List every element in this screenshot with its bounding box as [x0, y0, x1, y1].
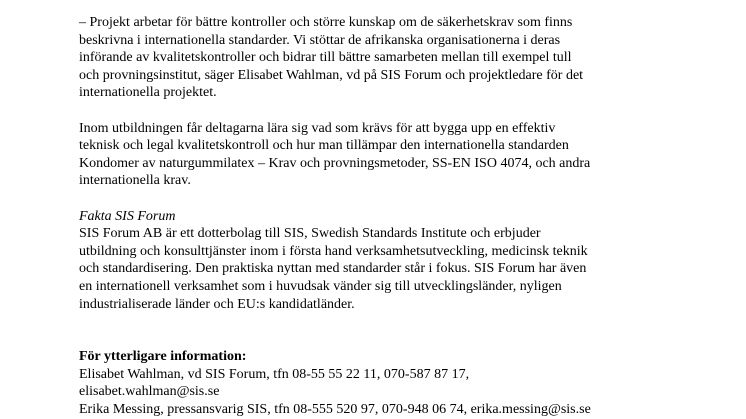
training-line: teknisk och legal kvalitetskontroll och hur man tillämpar den internationella standarden [79, 138, 569, 154]
training-line: internationella krav. [79, 173, 191, 189]
document-page [79, 14, 739, 418]
facts-section [79, 208, 739, 314]
facts-line: industrialiserade länder och EU:s kandidatländer. [79, 296, 355, 312]
quote-line: – Projekt arbetar för bättre kontroller och större kunskap om de säkerhetskrav som finns [79, 15, 573, 30]
contact-heading: För ytterligare information: [79, 349, 247, 365]
contact-line: Erika Messing, pressansvarig SIS, tfn 08-555 520 97, 070-948 06 74, erika.messing@sis.se [79, 401, 591, 417]
facts-line: en internationell verksamhet som i huvudsak vänder sig till utvecklingsländer, nyligen [79, 278, 562, 294]
facts-line: och standardisering. Den praktiska nyttan med standarder står i fokus. SIS Forum har även [79, 261, 587, 277]
facts-line: SIS Forum AB är ett dotterbolag till SIS, Swedish Standards Institute och erbjuder [79, 226, 541, 242]
contact-section [79, 348, 739, 418]
quote-line: införande av kvalitetskontroller och bidrar till bättre samarbeten mellan till exempel tull [79, 50, 572, 66]
facts-heading: Fakta SIS Forum [79, 208, 176, 224]
facts-line: utbildning och konsulttjänster inom i första hand verksamhetsutveckling, medicinsk teknik [79, 243, 588, 259]
contact-line: Elisabet Wahlman, vd SIS Forum, tfn 08-55 55 22 11, 070-587 87 17, [79, 366, 470, 382]
quote-line: beskrivna i internationella standarder. Vi stöttar de afrikanska organisationerna i deras [79, 32, 561, 48]
training-line: Kondomer av naturgummilatex – Krav och provningsmetoder, SS-EN ISO 4074, och andra [79, 155, 591, 171]
training-line: Inom utbildningen får deltagarna lära sig vad som krävs för att bygga upp en effektiv [79, 120, 556, 136]
contact-email: elisabet.wahlman@sis.se [79, 384, 220, 400]
training-paragraph [79, 120, 739, 190]
quote-paragraph [79, 14, 739, 102]
quote-line: och provningsinstitut, säger Elisabet Wahlman, vd på SIS Forum och projektledare för det [79, 67, 584, 83]
quote-line: internationella projektet. [79, 85, 217, 101]
